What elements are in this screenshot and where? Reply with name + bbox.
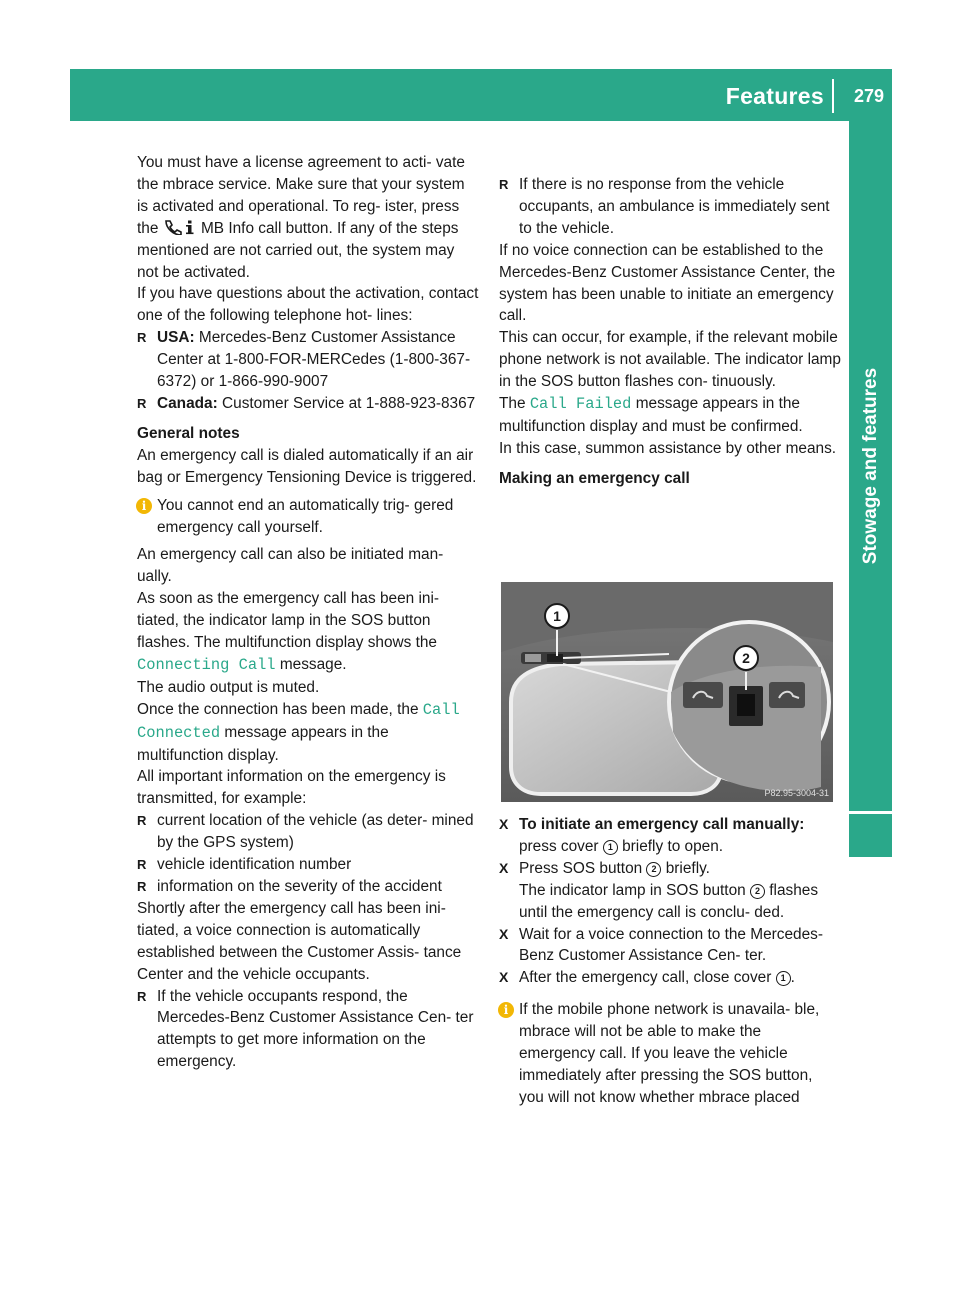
- info-icon: i: [136, 498, 152, 514]
- paragraph-other-means: In this case, summon assistance by other means.: [499, 439, 837, 457]
- display-message-connected: Call Connected: [137, 700, 460, 742]
- paragraph-hotlines: If you have questions about the activation, contact one of the following telephone hot- lines:: [137, 285, 479, 325]
- step-wait-voice: X Wait for a voice connection to the Mercedes-Benz Customer Assistance Cen- ter.: [499, 925, 823, 965]
- display-message-connecting: Connecting Call: [137, 655, 276, 674]
- paragraph-manual: An emergency call can also be initiated man- ually.: [137, 546, 444, 586]
- paragraph-license: You must have a license agreement to acti- vate the mbrace service. Make sure that your system is activated and operational. To reg- ister, press the MB Info call button. If any of the steps mentioned are not carried out, the system may not be activated.: [137, 154, 465, 281]
- heading-making-call: Making an emergency call: [499, 469, 690, 487]
- paragraph-network: This can occur, for example, if the relevant mobile phone network is not available. The indicator lamp in the SOS button flashes con- tinuously.: [499, 329, 841, 391]
- paragraph-muted: The audio output is muted.: [137, 678, 320, 696]
- step-marker: X: [499, 816, 509, 832]
- info-note-2: i If the mobile phone network is unavaila- ble, mbrace will not be able to make the emergency call. If you leave the vehicle immediately after pressing the SOS button, you will not know whether mbrace placed: [499, 999, 841, 1109]
- paragraph-transmitted: All important information on the emergency is transmitted, for example:: [137, 768, 446, 808]
- header-bar: [70, 69, 892, 121]
- overhead-control-illustration: [501, 582, 833, 802]
- step-marker: X: [499, 925, 509, 942]
- right-column: [499, 174, 841, 490]
- number-2-icon: 2: [646, 862, 661, 877]
- heading-general-notes: General notes: [137, 424, 240, 442]
- phone-info-icon: [163, 219, 197, 235]
- step-open-cover: X To initiate an emergency call manually: press cover 1 briefly to open.: [499, 816, 805, 855]
- paragraph-initiated: As soon as the emergency call has been ini- tiated, the indicator lamp in the SOS button flashes. The multifunction display shows the Connecting Call message.: [137, 590, 439, 674]
- list-item-location: R current location of the vehicle (as deter- mined by the GPS system): [137, 810, 479, 854]
- paragraph-failed: The Call Failed message appears in the multifunction display and must be confirmed.: [499, 395, 803, 435]
- left-column: [137, 152, 479, 1073]
- step-marker: X: [499, 969, 509, 986]
- list-item-respond: R If the vehicle occupants respond, the Mercedes-Benz Customer Assistance Cen- ter attempts to get more information on the emergency.: [137, 986, 479, 1074]
- figure-code: P82.95-3004-31: [764, 788, 829, 798]
- display-message-failed: Call Failed: [529, 395, 632, 414]
- header-divider: [832, 79, 834, 113]
- number-2-icon: 2: [750, 884, 765, 899]
- paragraph-voice-connection: Shortly after the emergency call has been ini- tiated, a voice connection is automatically established between the Customer Assis- tance Center and the vehicle occupants.: [137, 899, 462, 983]
- callout-2: 2: [742, 650, 750, 666]
- paragraph-connected: Once the connection has been made, the Call Connected message appears in the multifunction display.: [137, 700, 460, 764]
- step-press-sos: X Press SOS button 2 briefly. The indicator lamp in SOS button 2 flashes until the emergency call is conclu- ded.: [499, 859, 819, 921]
- right-column-steps: [499, 814, 841, 1109]
- info-icon: i: [498, 1002, 514, 1018]
- list-item-usa: R USA: Mercedes-Benz Customer Assistance Center at 1-800-FOR-MERCedes (1-800-367-6372) or 1-866-990-9007: [137, 327, 479, 393]
- header-title: Features: [725, 83, 824, 109]
- overhead-control-figure: [501, 582, 833, 802]
- paragraph-no-voice: If no voice connection can be established to the Mercedes-Benz Customer Assistance Center, the system has been unable to initiate an emergency call.: [499, 241, 836, 325]
- section-side-tab-label: Stowage and features: [860, 367, 881, 565]
- info-note-1: i You cannot end an automatically trig- gered emergency call yourself.: [137, 495, 479, 539]
- callout-1: 1: [553, 608, 561, 624]
- list-item-severity: R information on the severity of the accident: [137, 876, 479, 898]
- step-marker: X: [499, 859, 509, 876]
- page-number: 279: [853, 86, 884, 106]
- step-close-cover: X After the emergency call, close cover 1 .: [499, 967, 841, 989]
- number-1-icon: 1: [776, 971, 791, 986]
- list-item-no-response: R If there is no response from the vehicle occupants, an ambulance is immediately sent to the vehicle.: [499, 174, 841, 240]
- list-item-vin: R vehicle identification number: [137, 854, 479, 876]
- section-side-tab: [849, 121, 892, 811]
- paragraph-auto-dial: An emergency call is dialed automatically if an air bag or Emergency Tensioning Device is triggered.: [137, 446, 477, 486]
- number-1-icon: 1: [603, 840, 618, 855]
- side-marker-square: [849, 814, 892, 857]
- list-item-canada: R Canada: Customer Service at 1-888-923-8367: [137, 393, 479, 415]
